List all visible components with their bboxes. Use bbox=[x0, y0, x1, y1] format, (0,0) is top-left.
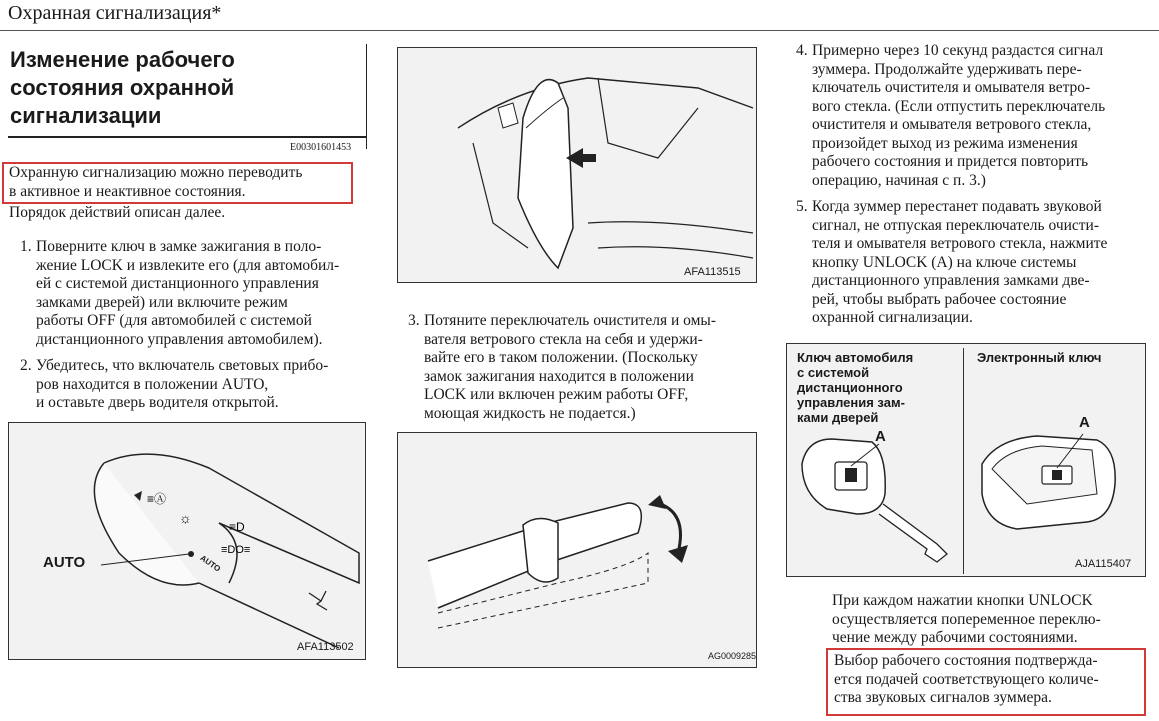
figure-code: AFA113515 bbox=[684, 266, 741, 278]
step-number: 5. bbox=[796, 198, 808, 215]
step-line: охранной сигнализации. bbox=[812, 309, 973, 326]
open-door-illustration bbox=[398, 48, 756, 282]
page-header: Охранная сигнализация* bbox=[8, 2, 222, 24]
step-line: LOCK или включен режим работы OFF, bbox=[424, 386, 689, 403]
keys-illustration bbox=[787, 344, 1145, 576]
step-number: 2. bbox=[20, 357, 32, 374]
figure-wiper-lever bbox=[397, 432, 757, 668]
step-line: рабочего состояния и придется повторить bbox=[812, 153, 1089, 170]
title-side-rule bbox=[366, 44, 367, 149]
step-line: моющая жидкость не подается.) bbox=[424, 404, 636, 422]
remote-key-header-line: с системой дистанционного bbox=[797, 365, 903, 395]
note-line: Выбор рабочего состояния подтвержда- bbox=[834, 652, 1098, 669]
step-line: Примерно через 10 секунд раздастся сигнал bbox=[812, 42, 1104, 59]
step-line: зуммера. Продолжайте удерживать пере- bbox=[812, 60, 1082, 78]
step-line: и оставьте дверь водителя открытой. bbox=[36, 394, 279, 411]
note-line: осуществляется попеременное переклю- bbox=[832, 610, 1101, 628]
step-line: Потяните переключатель очистителя и омы- bbox=[424, 312, 717, 329]
section-title bbox=[10, 46, 360, 130]
intro-highlight-box bbox=[2, 162, 353, 204]
step-number: 1. bbox=[20, 238, 32, 255]
step-line: вателя ветрового стекла на себя и удержи- bbox=[424, 330, 703, 348]
step-number: 3. bbox=[408, 312, 420, 329]
note-highlight-box bbox=[826, 648, 1146, 716]
wiper-lever-illustration bbox=[398, 433, 756, 667]
step-line: ключатель очистителя и омывателя ветро- bbox=[812, 79, 1091, 96]
remote-key-header-line: ками дверей bbox=[797, 410, 879, 425]
note-line: При каждом нажатии кнопки UNLOCK bbox=[832, 592, 1093, 609]
step-line: кнопку UNLOCK (A) на ключе системы bbox=[812, 253, 1077, 271]
unlock-button-marker-left: A bbox=[875, 428, 886, 445]
title-divider bbox=[8, 136, 366, 138]
step-line: жение LOCK и извлеките его (для автомобил- bbox=[36, 256, 340, 274]
figure-code: AG0009285 bbox=[708, 651, 757, 661]
figure-open-door bbox=[397, 47, 757, 283]
step-line: замками дверей) или включите режим bbox=[36, 293, 288, 311]
section-title-line: сигнализации bbox=[10, 103, 162, 128]
step-line: произойдет выход из режима изменения bbox=[812, 134, 1078, 152]
auto-callout-label: AUTO bbox=[43, 554, 86, 571]
svg-text:≡Ⓐ: ≡Ⓐ bbox=[147, 492, 167, 506]
auto-switch-text: AUTO bbox=[198, 553, 223, 574]
step-line: дистанционного управления замками две- bbox=[812, 272, 1090, 289]
header-divider bbox=[0, 30, 1159, 31]
note-line: чение между рабочими состояниями. bbox=[832, 629, 1078, 646]
remote-key-header-line: Ключ автомобиля bbox=[797, 350, 914, 365]
step-line: дистанционного управления автомобилем). bbox=[36, 330, 323, 348]
intro-line: в активное и неактивное состояния. bbox=[9, 182, 246, 200]
step-line: вайте его в таком положении. (Поскольку bbox=[424, 349, 698, 366]
intro-rest: Порядок действий описан далее. bbox=[9, 204, 226, 221]
intro-line: Охранную сигнализацию можно переводить bbox=[9, 164, 303, 181]
unlock-button-marker-right: A bbox=[1079, 414, 1090, 431]
step-line: Поверните ключ в замке зажигания в поло- bbox=[36, 238, 322, 255]
remote-key-header-line: управления зам- bbox=[797, 395, 905, 410]
step-line: рей, чтобы выбрать рабочее состояние bbox=[812, 290, 1067, 308]
step-line: Когда зуммер перестанет подавать звуковой bbox=[812, 198, 1102, 215]
figure-code: AJA115407 bbox=[1075, 558, 1132, 570]
smart-key-header: Электронный ключ bbox=[977, 350, 1102, 365]
section-title-line: состояния охранной bbox=[10, 75, 235, 100]
svg-text:≡D: ≡D bbox=[229, 520, 245, 534]
step-line: Убедитесь, что включатель световых прибо- bbox=[36, 357, 329, 374]
step-line: операцию, начиная с п. 3.) bbox=[812, 171, 986, 189]
step-line: ров находится в положении AUTO, bbox=[36, 375, 269, 393]
step-line: сигнал, не отпуская переключатель очисти- bbox=[812, 216, 1100, 234]
step-number: 4. bbox=[796, 42, 808, 59]
section-code: E00301601453 bbox=[290, 142, 352, 153]
figure-light-switch bbox=[8, 422, 366, 660]
svg-text:☼: ☼ bbox=[179, 510, 192, 526]
step-line: замок зажигания находится в положении bbox=[424, 367, 694, 385]
section-title-line: Изменение рабочего bbox=[10, 47, 235, 72]
figure-code: AFA113502 bbox=[297, 641, 354, 653]
note-line: ства звуковых сигналов зуммера. bbox=[834, 689, 1052, 706]
svg-text:≡DO≡: ≡DO≡ bbox=[221, 544, 251, 556]
step-line: теля и омывателя ветрового стекла, нажмите bbox=[812, 235, 1108, 252]
step-line: очистителя и омывателя ветрового стекла, bbox=[812, 116, 1092, 133]
light-switch-illustration bbox=[9, 423, 365, 659]
step-line: работы OFF (для автомобилей с системой bbox=[36, 312, 312, 329]
note-line: ется подачей соответствующего количе- bbox=[834, 670, 1099, 688]
step-line: вого стекла. (Если отпустить переключатель bbox=[812, 97, 1106, 115]
step-line: ей с системой дистанционного управления bbox=[36, 275, 319, 292]
note-plain bbox=[832, 592, 1152, 648]
figure-keys bbox=[786, 343, 1146, 577]
